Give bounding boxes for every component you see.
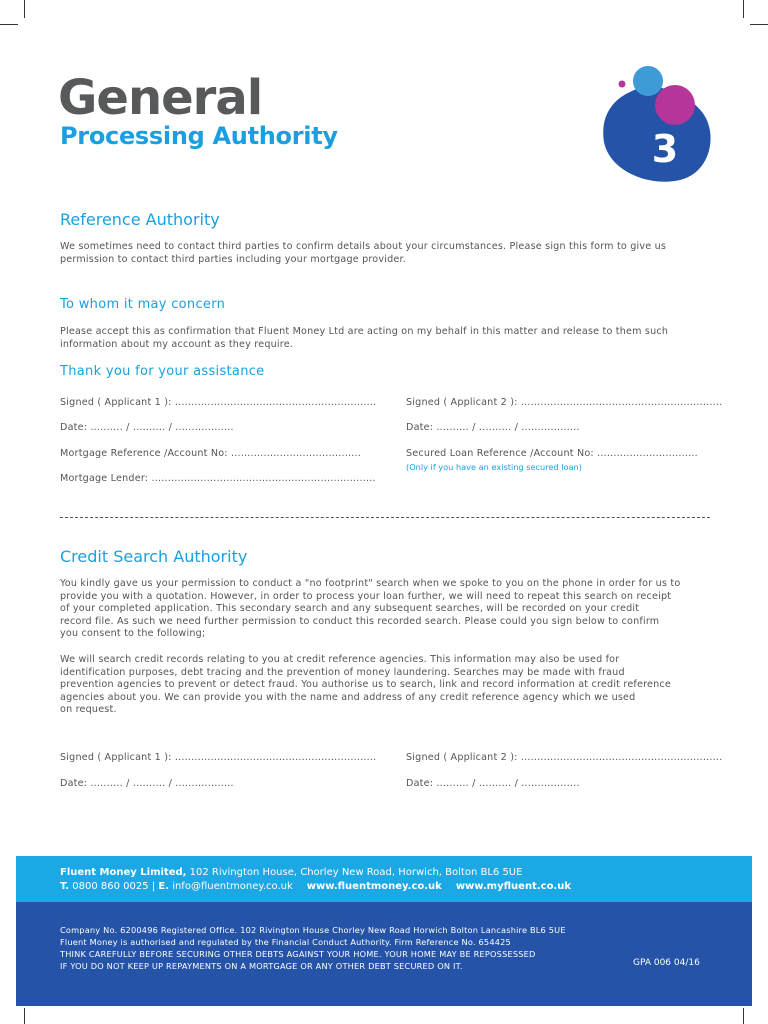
secured-loan-reference-field[interactable]: Secured Loan Reference /Account No: ............................... [406, 448, 698, 459]
secured-loan-note: (Only if you have an existing secured loan) [406, 462, 582, 472]
signed-applicant-2-field[interactable]: Signed ( Applicant 2 ): .............................................................. [406, 397, 723, 408]
confirmation-text: Please accept this as confirmation that Fluent Money Ltd are acting on my behalf in this matter and release to them such information about my account as they require. [60, 326, 669, 350]
website-link-myfluent[interactable]: www.myfluent.co.uk [455, 881, 572, 892]
form-code: GPA 006 04/16 [633, 958, 700, 968]
crop-mark [24, 1008, 25, 1024]
phone-number[interactable]: 0800 860 0025 [69, 881, 149, 892]
page-subtitle: Processing Authority [60, 122, 338, 150]
date-field-2[interactable]: Date: .......... / .......... / .................. [406, 422, 580, 433]
legal-warning-1: THINK CAREFULLY BEFORE SECURING OTHER DEBTS AGAINST YOUR HOME. YOUR HOME MAY BE REPOSSESSED [60, 949, 536, 959]
to-whom-heading: To whom it may concern [60, 297, 226, 312]
date-field-1[interactable]: Date: .......... / .......... / .................. [60, 422, 234, 433]
crop-mark [0, 24, 18, 25]
credit-signed-applicant-2-field[interactable]: Signed ( Applicant 2 ): .............................................................. [406, 752, 723, 763]
credit-date-field-1[interactable]: Date: .......... / .......... / .................. [60, 778, 234, 789]
footer-contacts: T. 0800 860 0025 | E. info@fluentmoney.co.uk www.fluentmoney.co.uk www.myfluent.co.uk [60, 881, 572, 892]
legal-company-info: Company No. 6200496 Registered Office. 102 Rivington House Chorley New Road Horwich Bolton Lancashire BL6 5UE [60, 925, 566, 935]
reference-intro: We sometimes need to contact third parties to confirm details about your circumstances. Please sign this form to give us permission to contact third parties including your mortgage provider. [60, 241, 667, 265]
crop-mark [24, 0, 25, 18]
crop-mark [743, 1008, 744, 1024]
logo-dot [619, 81, 626, 88]
credit-date-field-2[interactable]: Date: .......... / .......... / .................. [406, 778, 580, 789]
reference-authority-heading: Reference Authority [60, 210, 220, 229]
step-number: 3 [651, 127, 679, 171]
logo-circle-blue [633, 66, 663, 96]
email-link[interactable]: info@fluentmoney.co.uk [169, 881, 293, 892]
crop-mark [750, 24, 768, 25]
website-link-fluentmoney[interactable]: www.fluentmoney.co.uk [306, 881, 442, 892]
thanks-heading: Thank you for your assistance [60, 364, 265, 379]
credit-signed-applicant-1-field[interactable]: Signed ( Applicant 1 ): .............................................................. [60, 752, 377, 763]
logo-circle-magenta [655, 85, 695, 125]
signed-applicant-1-field[interactable]: Signed ( Applicant 1 ): .............................................................. [60, 397, 377, 408]
step-logo [600, 62, 720, 187]
footer-contact-band [16, 856, 752, 902]
credit-search-paragraph-1: You kindly gave us your permission to conduct a "no footprint" search when we spoke to you on the phone in order for us to provide you with a quotation. However, in order to process your loan further, we will need to repeat this search on receipt of your completed application. This secondary search and any subsequent searches, will be recorded on your credit record file. As such we need further permission to conduct this recorded search. Please could you sign below to confirm you consent to the following; [60, 578, 681, 640]
mortgage-reference-field[interactable]: Mortgage Reference /Account No: ........................................ [60, 448, 361, 459]
footer-address: Fluent Money Limited, 102 Rivington House, Chorley New Road, Horwich, Bolton BL6 5UE [60, 867, 523, 878]
section-divider [60, 517, 710, 518]
legal-warning-2: IF YOU DO NOT KEEP UP REPAYMENTS ON A MORTGAGE OR ANY OTHER DEBT SECURED ON IT. [60, 961, 463, 971]
credit-search-paragraph-2: We will search credit records relating to you at credit reference agencies. This information may also be used for identification purposes, debt tracing and the prevention of money laundering. Searches may be made with fraud prevention agencies to prevent or detect fraud. You authorise us to search, link and record information at credit reference agencies about you. We can provide you with the name and address of any credit reference agency which we used on request. [60, 654, 672, 716]
crop-mark [743, 0, 744, 18]
mortgage-lender-field[interactable]: Mortgage Lender: ..................................................................... [60, 473, 376, 484]
legal-fca-info: Fluent Money is authorised and regulated by the Financial Conduct Authority. Firm Reference No. 654425 [60, 937, 511, 947]
credit-search-heading: Credit Search Authority [60, 547, 248, 566]
page-title: General [58, 70, 263, 126]
